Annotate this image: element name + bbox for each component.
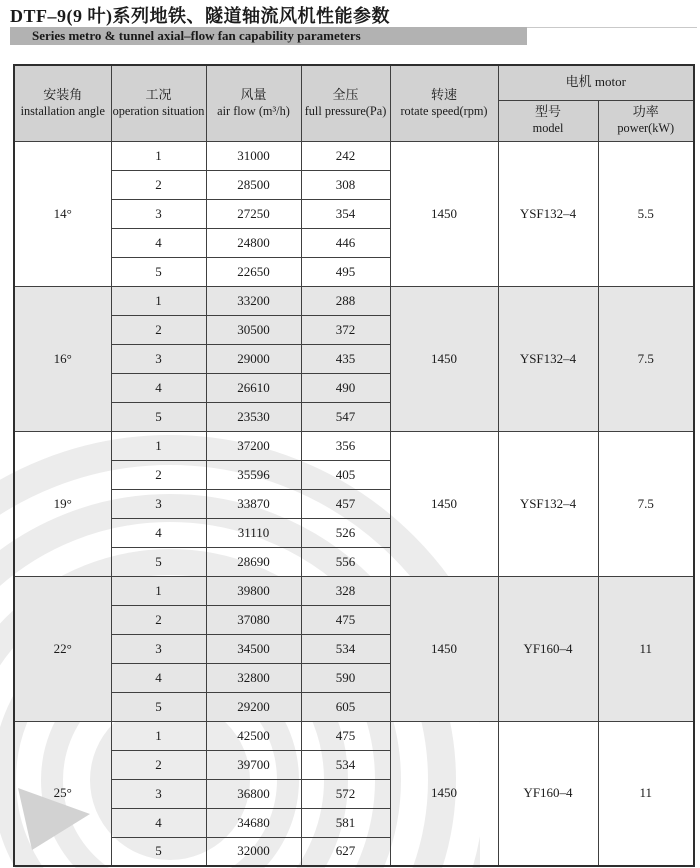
- pressure-cell: 308: [301, 170, 390, 199]
- pressure-cell: 372: [301, 315, 390, 344]
- power-cell: 7.5: [598, 286, 694, 431]
- airflow-cell: 33870: [206, 489, 301, 518]
- header-power: [598, 100, 694, 141]
- airflow-cell: 37080: [206, 605, 301, 634]
- situation-cell: 1: [111, 286, 206, 315]
- situation-cell: 4: [111, 228, 206, 257]
- header-model-en: model: [532, 120, 564, 135]
- situation-cell: 1: [111, 721, 206, 750]
- power-cell: 7.5: [598, 431, 694, 576]
- airflow-cell: 31110: [206, 518, 301, 547]
- situation-cell: 5: [111, 547, 206, 576]
- airflow-cell: 22650: [206, 257, 301, 286]
- airflow-cell: 26610: [206, 373, 301, 402]
- situation-cell: 4: [111, 663, 206, 692]
- situation-cell: 2: [111, 315, 206, 344]
- table-body: [14, 141, 694, 866]
- pressure-cell: 242: [301, 141, 390, 170]
- pressure-cell: 572: [301, 779, 390, 808]
- angle-cell: 25°: [14, 721, 111, 866]
- pressure-cell: 547: [301, 402, 390, 431]
- power-cell: 11: [598, 721, 694, 866]
- airflow-cell: 29200: [206, 692, 301, 721]
- table-row: [14, 141, 694, 170]
- speed-cell: 1450: [390, 576, 498, 721]
- pressure-cell: 556: [301, 547, 390, 576]
- airflow-cell: 39800: [206, 576, 301, 605]
- situation-cell: 4: [111, 808, 206, 837]
- pressure-cell: 495: [301, 257, 390, 286]
- power-cell: 5.5: [598, 141, 694, 286]
- header-rotate-speed: [390, 65, 498, 141]
- subtitle-bar: Series metro & tunnel axial–flow fan capability parameters: [10, 27, 527, 45]
- power-cell: 11: [598, 576, 694, 721]
- header-pressure-zh: 全压: [332, 86, 359, 102]
- airflow-cell: 35596: [206, 460, 301, 489]
- pressure-cell: 526: [301, 518, 390, 547]
- model-cell: YSF132–4: [498, 286, 598, 431]
- pressure-cell: 534: [301, 750, 390, 779]
- situation-cell: 2: [111, 750, 206, 779]
- pressure-cell: 590: [301, 663, 390, 692]
- situation-cell: 1: [111, 141, 206, 170]
- airflow-cell: 34500: [206, 634, 301, 663]
- airflow-cell: 34680: [206, 808, 301, 837]
- pressure-cell: 457: [301, 489, 390, 518]
- airflow-cell: 33200: [206, 286, 301, 315]
- pressure-cell: 446: [301, 228, 390, 257]
- table-row: [14, 431, 694, 460]
- angle-cell: 22°: [14, 576, 111, 721]
- header-motor-label: 电机 motor: [565, 74, 626, 90]
- header-airflow-en: air flow (m³/h): [217, 103, 290, 118]
- situation-cell: 4: [111, 373, 206, 402]
- header-full-pressure: [301, 65, 390, 141]
- header-airflow-zh: 风量: [240, 86, 267, 102]
- header-pressure-en: full pressure(Pa): [304, 103, 387, 118]
- model-cell: YSF132–4: [498, 141, 598, 286]
- table-row: [14, 721, 694, 750]
- airflow-cell: 39700: [206, 750, 301, 779]
- pressure-cell: 328: [301, 576, 390, 605]
- pressure-cell: 490: [301, 373, 390, 402]
- pressure-cell: 581: [301, 808, 390, 837]
- airflow-cell: 28690: [206, 547, 301, 576]
- pressure-cell: 627: [301, 837, 390, 866]
- angle-cell: 19°: [14, 431, 111, 576]
- situation-cell: 4: [111, 518, 206, 547]
- airflow-cell: 42500: [206, 721, 301, 750]
- speed-cell: 1450: [390, 141, 498, 286]
- pressure-cell: 405: [301, 460, 390, 489]
- table-row: [14, 576, 694, 605]
- situation-cell: 2: [111, 170, 206, 199]
- parameters-table: [13, 64, 695, 867]
- situation-cell: 5: [111, 692, 206, 721]
- airflow-cell: 27250: [206, 199, 301, 228]
- header-power-zh: 功率: [632, 104, 659, 120]
- situation-cell: 5: [111, 402, 206, 431]
- header-speed-en: rotate speed(rpm): [400, 103, 488, 118]
- airflow-cell: 32000: [206, 837, 301, 866]
- pressure-cell: 435: [301, 344, 390, 373]
- airflow-cell: 32800: [206, 663, 301, 692]
- header-speed-zh: 转速: [430, 86, 457, 102]
- header-model: [498, 100, 598, 141]
- pressure-cell: 475: [301, 605, 390, 634]
- header-situation-en: operation situation: [112, 103, 205, 118]
- situation-cell: 3: [111, 199, 206, 228]
- speed-cell: 1450: [390, 286, 498, 431]
- airflow-cell: 29000: [206, 344, 301, 373]
- header-air-flow: [206, 65, 301, 141]
- model-cell: YF160–4: [498, 576, 598, 721]
- table-row: [14, 286, 694, 315]
- situation-cell: 5: [111, 837, 206, 866]
- pressure-cell: 354: [301, 199, 390, 228]
- situation-cell: 3: [111, 344, 206, 373]
- situation-cell: 1: [111, 431, 206, 460]
- page-title: DTF–9(9 叶)系列地铁、隧道轴流风机性能参数: [10, 6, 390, 26]
- header-angle-zh: 安装角: [43, 86, 83, 102]
- airflow-cell: 30500: [206, 315, 301, 344]
- model-cell: YSF132–4: [498, 431, 598, 576]
- pressure-cell: 356: [301, 431, 390, 460]
- header-installation-angle: [14, 65, 111, 141]
- angle-cell: 14°: [14, 141, 111, 286]
- airflow-cell: 23530: [206, 402, 301, 431]
- pressure-cell: 534: [301, 634, 390, 663]
- situation-cell: 3: [111, 779, 206, 808]
- header-power-en: power(kW): [617, 120, 675, 135]
- pressure-cell: 288: [301, 286, 390, 315]
- angle-cell: 16°: [14, 286, 111, 431]
- airflow-cell: 37200: [206, 431, 301, 460]
- pressure-cell: 475: [301, 721, 390, 750]
- situation-cell: 1: [111, 576, 206, 605]
- model-cell: YF160–4: [498, 721, 598, 866]
- header-angle-en: installation angle: [20, 103, 105, 118]
- situation-cell: 5: [111, 257, 206, 286]
- situation-cell: 2: [111, 605, 206, 634]
- airflow-cell: 36800: [206, 779, 301, 808]
- header-motor: [498, 65, 694, 100]
- situation-cell: 2: [111, 460, 206, 489]
- airflow-cell: 28500: [206, 170, 301, 199]
- speed-cell: 1450: [390, 431, 498, 576]
- situation-cell: 3: [111, 634, 206, 663]
- header-model-zh: 型号: [534, 104, 561, 120]
- situation-cell: 3: [111, 489, 206, 518]
- header-situation-zh: 工况: [145, 86, 172, 102]
- header-operation-situation: [111, 65, 206, 141]
- airflow-cell: 24800: [206, 228, 301, 257]
- table-header: [14, 65, 694, 141]
- airflow-cell: 31000: [206, 141, 301, 170]
- pressure-cell: 605: [301, 692, 390, 721]
- speed-cell: 1450: [390, 721, 498, 866]
